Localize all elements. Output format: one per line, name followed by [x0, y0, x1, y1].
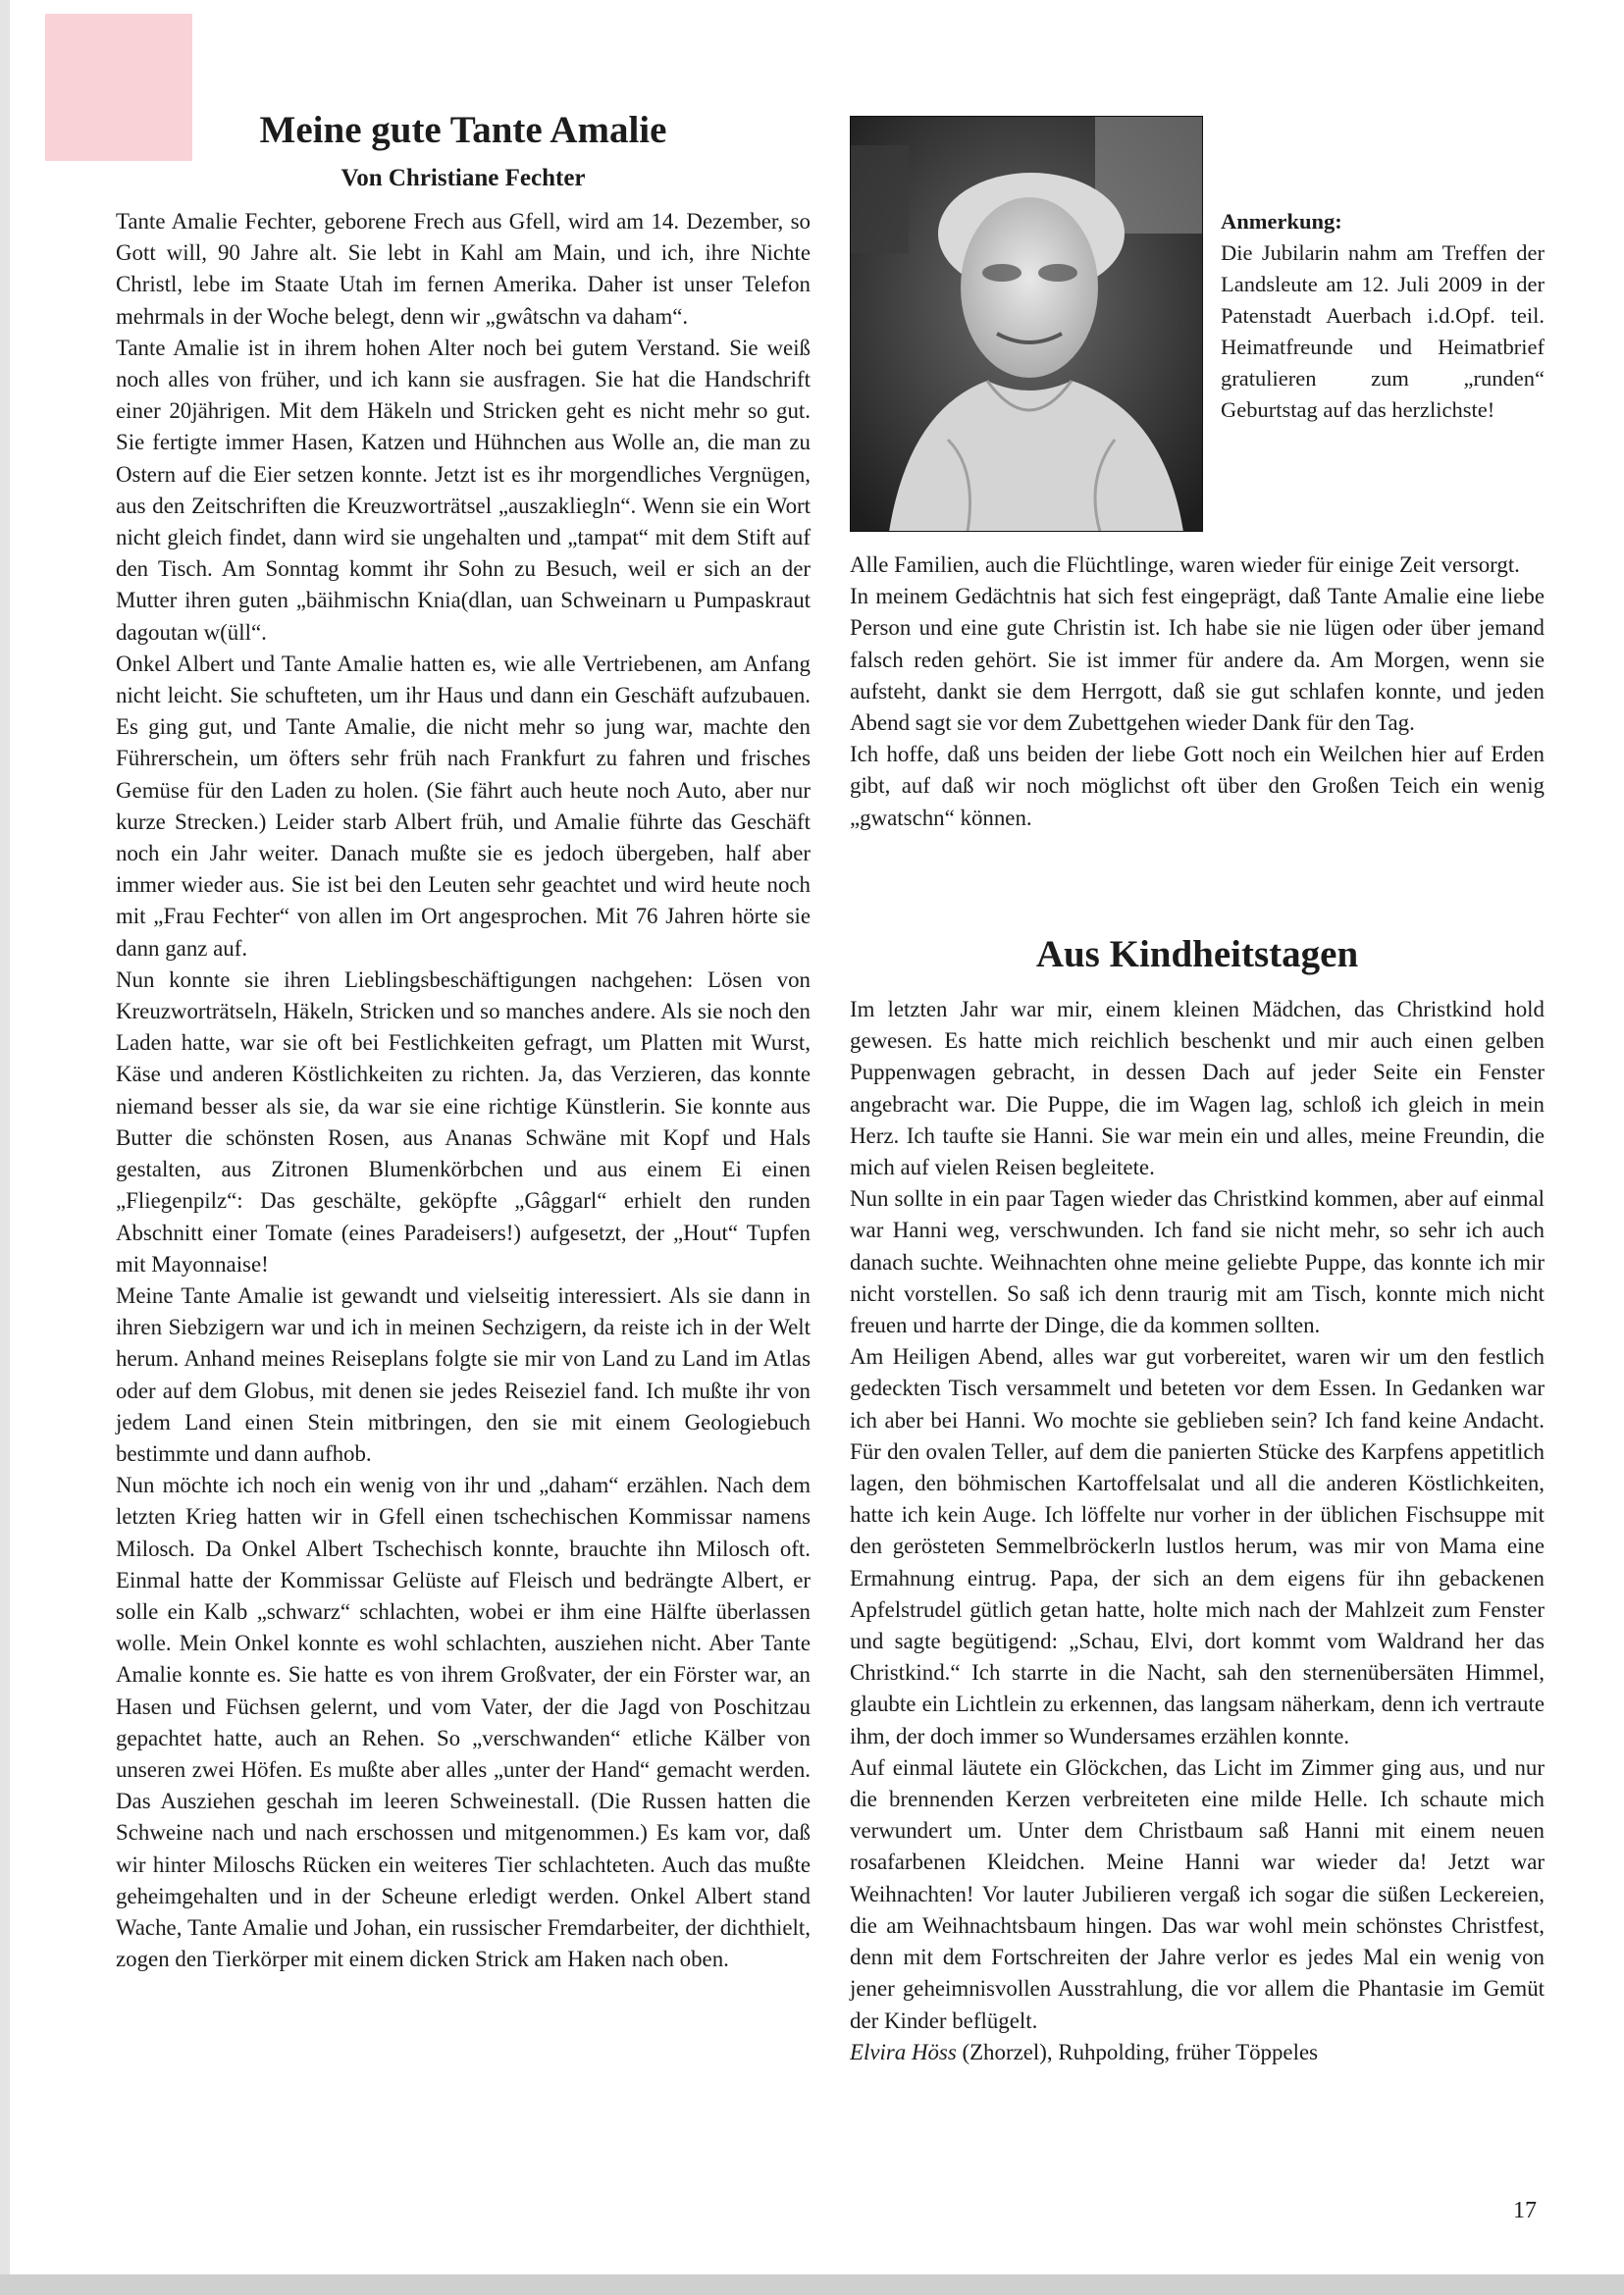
- article-title: Meine gute Tante Amalie: [259, 109, 667, 151]
- note-text: Die Jubilarin nahm am Treffen der Landsleute am 12. Juli 2009 in der Patenstadt Auerbach i.d.Opf. teil. Heimatfreunde und Heimatbrief gratulieren zum „runden“ Geburtstag auf das herzlichste!: [1221, 240, 1545, 422]
- paragraph: Nun konnte sie ihren Lieblingsbeschäftigungen nachgehen: Lösen von Kreuzworträtseln, Häkeln, Stricken und so manches andere. Als sie noch den Laden hatte, war sie oft bei Festlichkeiten gefragt, um Platten mit Wurst, Käse und anderen Köstlichkeiten zu richten. Ja, das Verzieren, das konnte niemand besser als sie, da war sie eine richtige Künstlerin. Sie konnte aus Butter die schönsten Rosen, aus Ananas Schwäne mit Kopf und Hals gestalten, aus Zitronen Blumenkörbchen und aus einem Ei einen „Fliegenpilz“: Das geschälte, geköpfte „Gâggarl“ erhielt den runden Abschnitt einer Tomate (eines Paradeisers!) aufgesetzt, der „Hout“ Tupfen mit Mayonnaise!: [116, 966, 811, 1277]
- portrait-photo: [850, 116, 1203, 532]
- scan-edge-bottom: [0, 2274, 1624, 2295]
- author-origin: (Zhorzel), Ruhpolding, früher Töppeles: [956, 2039, 1319, 2064]
- page-number: 17: [1513, 2198, 1537, 2223]
- paragraph: Meine Tante Amalie ist gewandt und vielseitig interessiert. Als sie dann in ihren Siebzigern war und ich in meinen Sechzigern, da reiste ich in der Welt herum. Anhand meines Reiseplans folgte sie mir von Land zu Land im Atlas oder auf dem Globus, mit denen sie jedes Reiseziel fand. Ich mußte ihr von jedem Land einen Stein mitbringen, den sie mit einem Geologiebuch bestimmte und dann aufhob.: [116, 1282, 811, 1466]
- article-continuation: [850, 549, 1545, 834]
- portrait-photo-image: [850, 116, 1203, 532]
- paragraph: Tante Amalie ist in ihrem hohen Alter noch bei gutem Verstand. Sie weiß noch alles von früher, und ich kann sie ausfragen. Sie hat die Handschrift einer 20jährigen. Mit dem Häkeln und Stricken geht es nicht mehr so gut. Sie fertigte immer Hasen, Katzen und Hühnchen aus Wolle an, die man zu Ostern auf die Eier setzen konnte. Jetzt ist es ihr morgendliches Vergnügen, aus den Zeitschriften die Kreuzworträtsel „auszakliegln“. Wenn sie ein Wort nicht gleich findet, dann wird sie ungehalten und „tampat“ mit dem Stift auf den Tisch. Am Sonntag kommt ihr Sohn zu Besuch, weil er sich an der Mutter ihren guten „bäihmischn Knia(dlan, uan Schweinarn u Pumpaskraut dagoutan w(üll“.: [116, 335, 811, 645]
- paragraph: Nun sollte in ein paar Tagen wieder das Christkind kommen, aber auf einmal war Hanni weg, verschwunden. Ich fand sie nicht mehr, so sehr ich auch danach suchte. Weihnachten ohne meine geliebte Puppe, das konnte ich mir nicht vorstellen. So saß ich denn traurig mit am Tisch, konnte mich nicht freuen und harrte der Dinge, die da kommen sollten.: [850, 1186, 1545, 1338]
- article-title-2: Aus Kindheitstagen: [1035, 933, 1359, 975]
- paragraph: Im letzten Jahr war mir, einem kleinen Mädchen, das Christkind hold gewesen. Es hatte mich reichlich beschenkt und mir auch einen gelben Puppenwagen gebracht, in dessen Dach auf jeder Seite ein Fenster angebracht war. Die Puppe, die im Wagen lag, schloß ich gleich in mein Herz. Ich taufte sie Hanni. Sie war mein ein und alles, meine Freundin, die mich auf vielen Reisen begleitete.: [850, 997, 1545, 1180]
- article-body-2: [850, 994, 1545, 2068]
- note-heading: Anmerkung:: [1221, 209, 1342, 234]
- article-byline: Von Christiane Fechter: [341, 165, 586, 191]
- paragraph: Auf einmal läutete ein Glöckchen, das Licht im Zimmer ging aus, und nur die brennenden Kerzen verbreiteten eine milde Helle. Ich schaute mich verwundert um. Unter dem Christbaum saß Hanni mit einem neuen rosafarbenen Kleidchen. Meine Hanni war wieder da! Jetzt war Weihnachten! Vor lauter Jubilieren vergaß ich sogar die süßen Leckereien, die am Weihnachtsbaum hingen. Das war wohl mein schönstes Christfest, denn mit dem Fortschreiten der Jahre verlor es jedes Mal ein wenig von jener geheimnisvollen Ausstrahlung, die vor allem die Phantasie im Gemüt der Kinder beflügelt.: [850, 1754, 1545, 2033]
- paragraph: Ich hoffe, daß uns beiden der liebe Gott noch ein Weilchen hier auf Erden gibt, auf daß wir noch möglichst oft über den Großen Teich ein wenig „gwatschn“ können.: [850, 742, 1545, 830]
- scan-edge: [0, 0, 10, 2295]
- author-signature: [850, 2037, 1545, 2068]
- paragraph: Nun möchte ich noch ein wenig von ihr und „daham“ erzählen. Nach dem letzten Krieg hatten wir in Gfell einen tschechischen Kommissar namens Milosch. Da Onkel Albert Tschechisch konnte, brauchte ihn Milosch oft. Einmal hatte der Kommissar Gelüste auf Fleisch und bedrängte Albert, er solle ein Kalb „schwarz“ schlachten, wobei er ihm eine Hälfte überlassen wolle. Mein Onkel konnte es wohl schlachten, ausziehen nicht. Aber Tante Amalie konnte es. Sie hatte es von ihrem Großvater, der ein Förster war, an Hasen und Füchsen gelernt, und vom Vater, der die Jagd von Poschitzau gepachtet hatte, auch an Rehen. So „verschwanden“ etliche Kälber von unseren zwei Höfen. Es mußte aber alles „unter der Hand“ gemacht werden. Das Ausziehen geschah im leeren Schweinestall. (Die Russen hatten die Schweine nach und nach erschossen und mitgenommen.) Es kam vor, daß wir hinter Miloschs Rücken ein weiteres Tier schlachteten. Auch das mußte geheimgehalten und in der Scheune erledigt werden. Onkel Albert stand Wache, Tante Amalie und Johan, ein russischer Fremdarbeiter, der dichthielt, zogen den Tierkörper mit einem dicken Strick am Haken nach oben.: [116, 1473, 811, 1972]
- paragraph: Tante Amalie Fechter, geborene Frech aus Gfell, wird am 14. Dezember, so Gott will, 90 Jahre alt. Sie lebt in Kahl am Main, und ich, ihre Nichte Christl, lebe im Staate Utah im fernen Amerika. Daher ist unser Telefon mehrmals in der Woche belegt, denn wir „gwâtschn va daham“.: [116, 209, 811, 329]
- paragraph: Onkel Albert und Tante Amalie hatten es, wie alle Vertriebenen, am Anfang nicht leicht. Sie schufteten, um ihr Haus und dann ein Geschäft aufzubauen. Es ging gut, und Tante Amalie, die nicht mehr so jung war, machte den Führerschein, um öfters sehr früh nach Frankfurt zu fahren und frisches Gemüse für den Laden zu holen. (Sie fährt auch heute noch Auto, aber nur kurze Strecken.) Leider starb Albert früh, und Amalie führte das Geschäft noch ein Jahr weiter. Danach mußte sie es jedoch übergeben, half aber immer wieder aus. Sie ist bei den Leuten sehr geachtet und wird heute noch mit „Frau Fechter“ von allen im Ort angesprochen. Mit 76 Jahren hörte sie dann ganz auf.: [116, 651, 811, 961]
- paragraph: In meinem Gedächtnis hat sich fest eingeprägt, daß Tante Amalie eine liebe Person und eine gute Christin ist. Ich habe sie nie lügen oder über jemand falsch reden gehört. Sie ist immer für andere da. Am Morgen, wenn sie aufsteht, dankt sie dem Herrgott, daß sie gut schlafen konnte, und jeden Abend sagt sie vor dem Zubettgehen wieder Dank für den Tag.: [850, 584, 1545, 736]
- article-body: [116, 206, 811, 1975]
- paragraph: Alle Familien, auch die Flüchtlinge, waren wieder für einige Zeit versorgt.: [850, 552, 1520, 577]
- paragraph: Am Heiligen Abend, alles war gut vorbereitet, waren wir um den festlich gedeckten Tisch versammelt und beteten vor dem Essen. In Gedanken war ich aber bei Hanni. Wo mochte sie geblieben sein? Ich fand keine Andacht. Für den ovalen Teller, auf dem die panierten Stücke des Karpfens appetitlich lagen, den böhmischen Kartoffelsalat und all die anderen Köstlichkeiten, hatte ich kein Auge. Ich löffelte nur vorher in der üblichen Fischsuppe mit den gerösteten Semmelbröckerln lustlos herum, was mir von Mama eine Ermahnung eintrug. Papa, der sich an dem eigens für ihn gebackenen Apfelstrudel gütlich getan hatte, holte mich nach der Mahlzeit zum Fenster und sagte begütigend: „Schau, Elvi, dort kommt vom Waldrand her das Christkind.“ Ich starrte in die Nacht, sah den sternenübersäten Himmel, glaubte ein Lichtlein zu erkennen, das langsam näherkam, denn ich vertraute ihm, der doch immer so Wundersames erzählen konnte.: [850, 1344, 1545, 1748]
- annotation-note: [1221, 206, 1545, 426]
- left-column: [116, 108, 811, 1975]
- author-name: Elvira Höss: [850, 2039, 957, 2064]
